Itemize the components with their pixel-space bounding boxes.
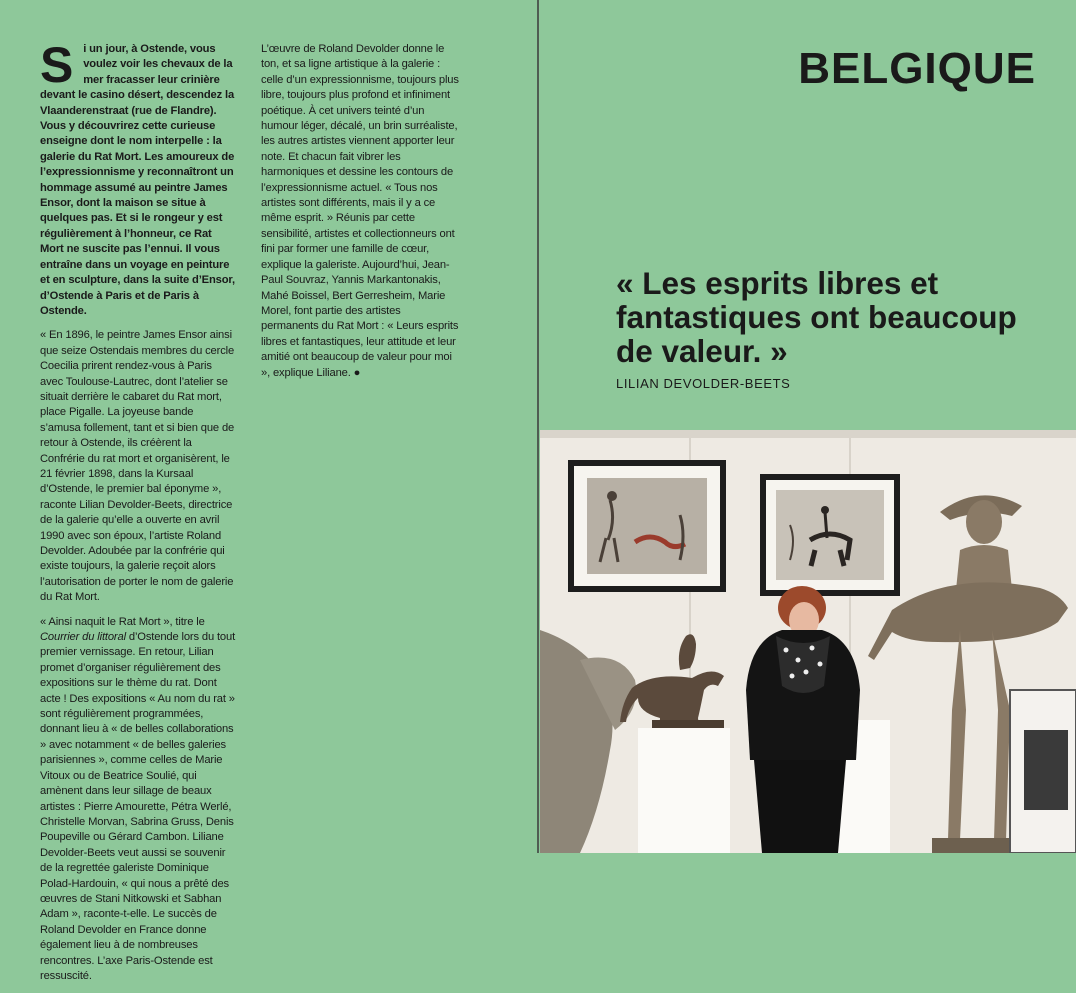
newspaper-title: Courrier du littoral — [40, 631, 126, 644]
gallery-photo — [540, 430, 1076, 853]
paragraph-rat-mort — [40, 615, 236, 985]
paragraph-rat-mort-rest: d’Ostende lors du tout premier vernissage. En retour, Lilian promet d’organiser régulièrement des expositions sur le thème du rat. Dont acte ! Des expositions « Au nom du rat » sont régulièrement programmées, donnant lieu à « de belles collaborations » avec notamment « de belles galeries parisiennes », comme celles de Marie Vitoux ou de Beatrice Soulié, qui amènent dans leur sillage de beaux artistes : Pierre Amourette, Pétra Werlé, Christelle Morvan, Sabrina Gruss, Denis Poupeville ou Gérard Cambon. Liliane Devolder-Beets veut aussi se souvenir de la regrettée galeriste Dominique Polad-Hardouin, « qui nous a prêté des œuvres de Stani Nitkowski et Sabhan Adam », raconte-t-elle. Le succès de Roland Devolder en France donne également lieu à de nombreuses rencontres. L’axe Paris-Ostende est ressuscité. — [40, 631, 236, 982]
drop-cap: S — [40, 37, 74, 93]
paragraph-oeuvre-text: L’œuvre de Roland Devolder donne le ton, et sa ligne artistique à la galerie : celle d’un expressionnisme, toujours plus libre, toujours plus profond et infiniment poétique. À cet univers teinté d’un humour léger, décalé, un brin surréaliste, les autres artistes viennent apporter leur note. Et chacun fait vibrer les harmoniques et dessine les contours de l’expressionnisme actuel. « Tous nos artistes sont différents, mais il y a ce même esprit. » Réunis par cette sensibilité, artistes et collectionneurs ont fini par former une famille de cœur, explique la galeriste. Aujourd’hui, Jean-Paul Souvraz, Yannis Markantonakis, Mahé Boissel, Bert Gerresheim, Marie Morel, font partie des artistes permanents du Rat Mort : « Leurs esprits libres et fantastiques, leur attitude et leur amitié ont beaucoup de valeur pour moi », explique Liliane. — [261, 43, 459, 379]
paragraph-oeuvre — [261, 42, 461, 381]
paragraph-rat-mort-start: « Ainsi naquit le Rat Mort », titre le — [40, 615, 205, 628]
page-gutter — [537, 0, 539, 853]
lead-paragraph — [40, 37, 236, 319]
article-column-2 — [261, 42, 461, 390]
lead-text: i un jour, à Ostende, vous voulez voir les chevaux de la mer fracasser leur crinière devant le casino désert, descendez la Vlaanderenstraat (rue de Flandre). Vous y découvrirez cette curieuse enseigne dont le nom interpelle : la galerie du Rat Mort. Les amoureux de l’expressionnisme y reconnaîtront un hommage assumé au peintre James Ensor, dont la maison se situe à quelques pas. Et si le rongeur y est régulièrement à l’honneur, ce Rat Mort ne suscite pas l’ennui. Il vous entraîne dans un voyage en peinture et en sculpture, dans la suite d’Ensor, d’Ostende à Paris et de Paris à Ostende. — [40, 43, 235, 317]
pull-quote: « Les esprits libres et fantastiques ont beaucoup de valeur. » — [616, 265, 1017, 369]
paragraph-history: « En 1896, le peintre James Ensor ainsi que seize Ostendais membres du cercle Coecilia prirent rendez-vous à Paris avec Toulouse-Lautrec, dont l’atelier se situait derrière le cabaret du Rat mort, place Pigalle. La joyeuse bande s’amusa follement, tant et si bien que de retour à Ostende, ils créèrent la Confrérie du rat mort et organisèrent, le 21 février 1898, dans la Kursaal d’Ostende, le premier bal éponyme », raconte Lilian Devolder-Beets, directrice de la galerie qu’elle a ouverte en avril 1990 avec son époux, l’artiste Roland Devolder. Adoubée par la confrérie qui existe toujours, la galerie reçoit alors l’autorisation de porter le nom de galerie du Rat Mort. — [40, 329, 235, 604]
framed-drawing-right — [760, 474, 900, 596]
section-title: BELGIQUE — [798, 44, 1036, 93]
article-column-1 — [40, 37, 236, 993]
framed-drawing-left — [568, 460, 726, 592]
pull-quote-author: LILIAN DEVOLDER-BEETS — [616, 376, 791, 391]
end-mark: ● — [353, 366, 361, 379]
